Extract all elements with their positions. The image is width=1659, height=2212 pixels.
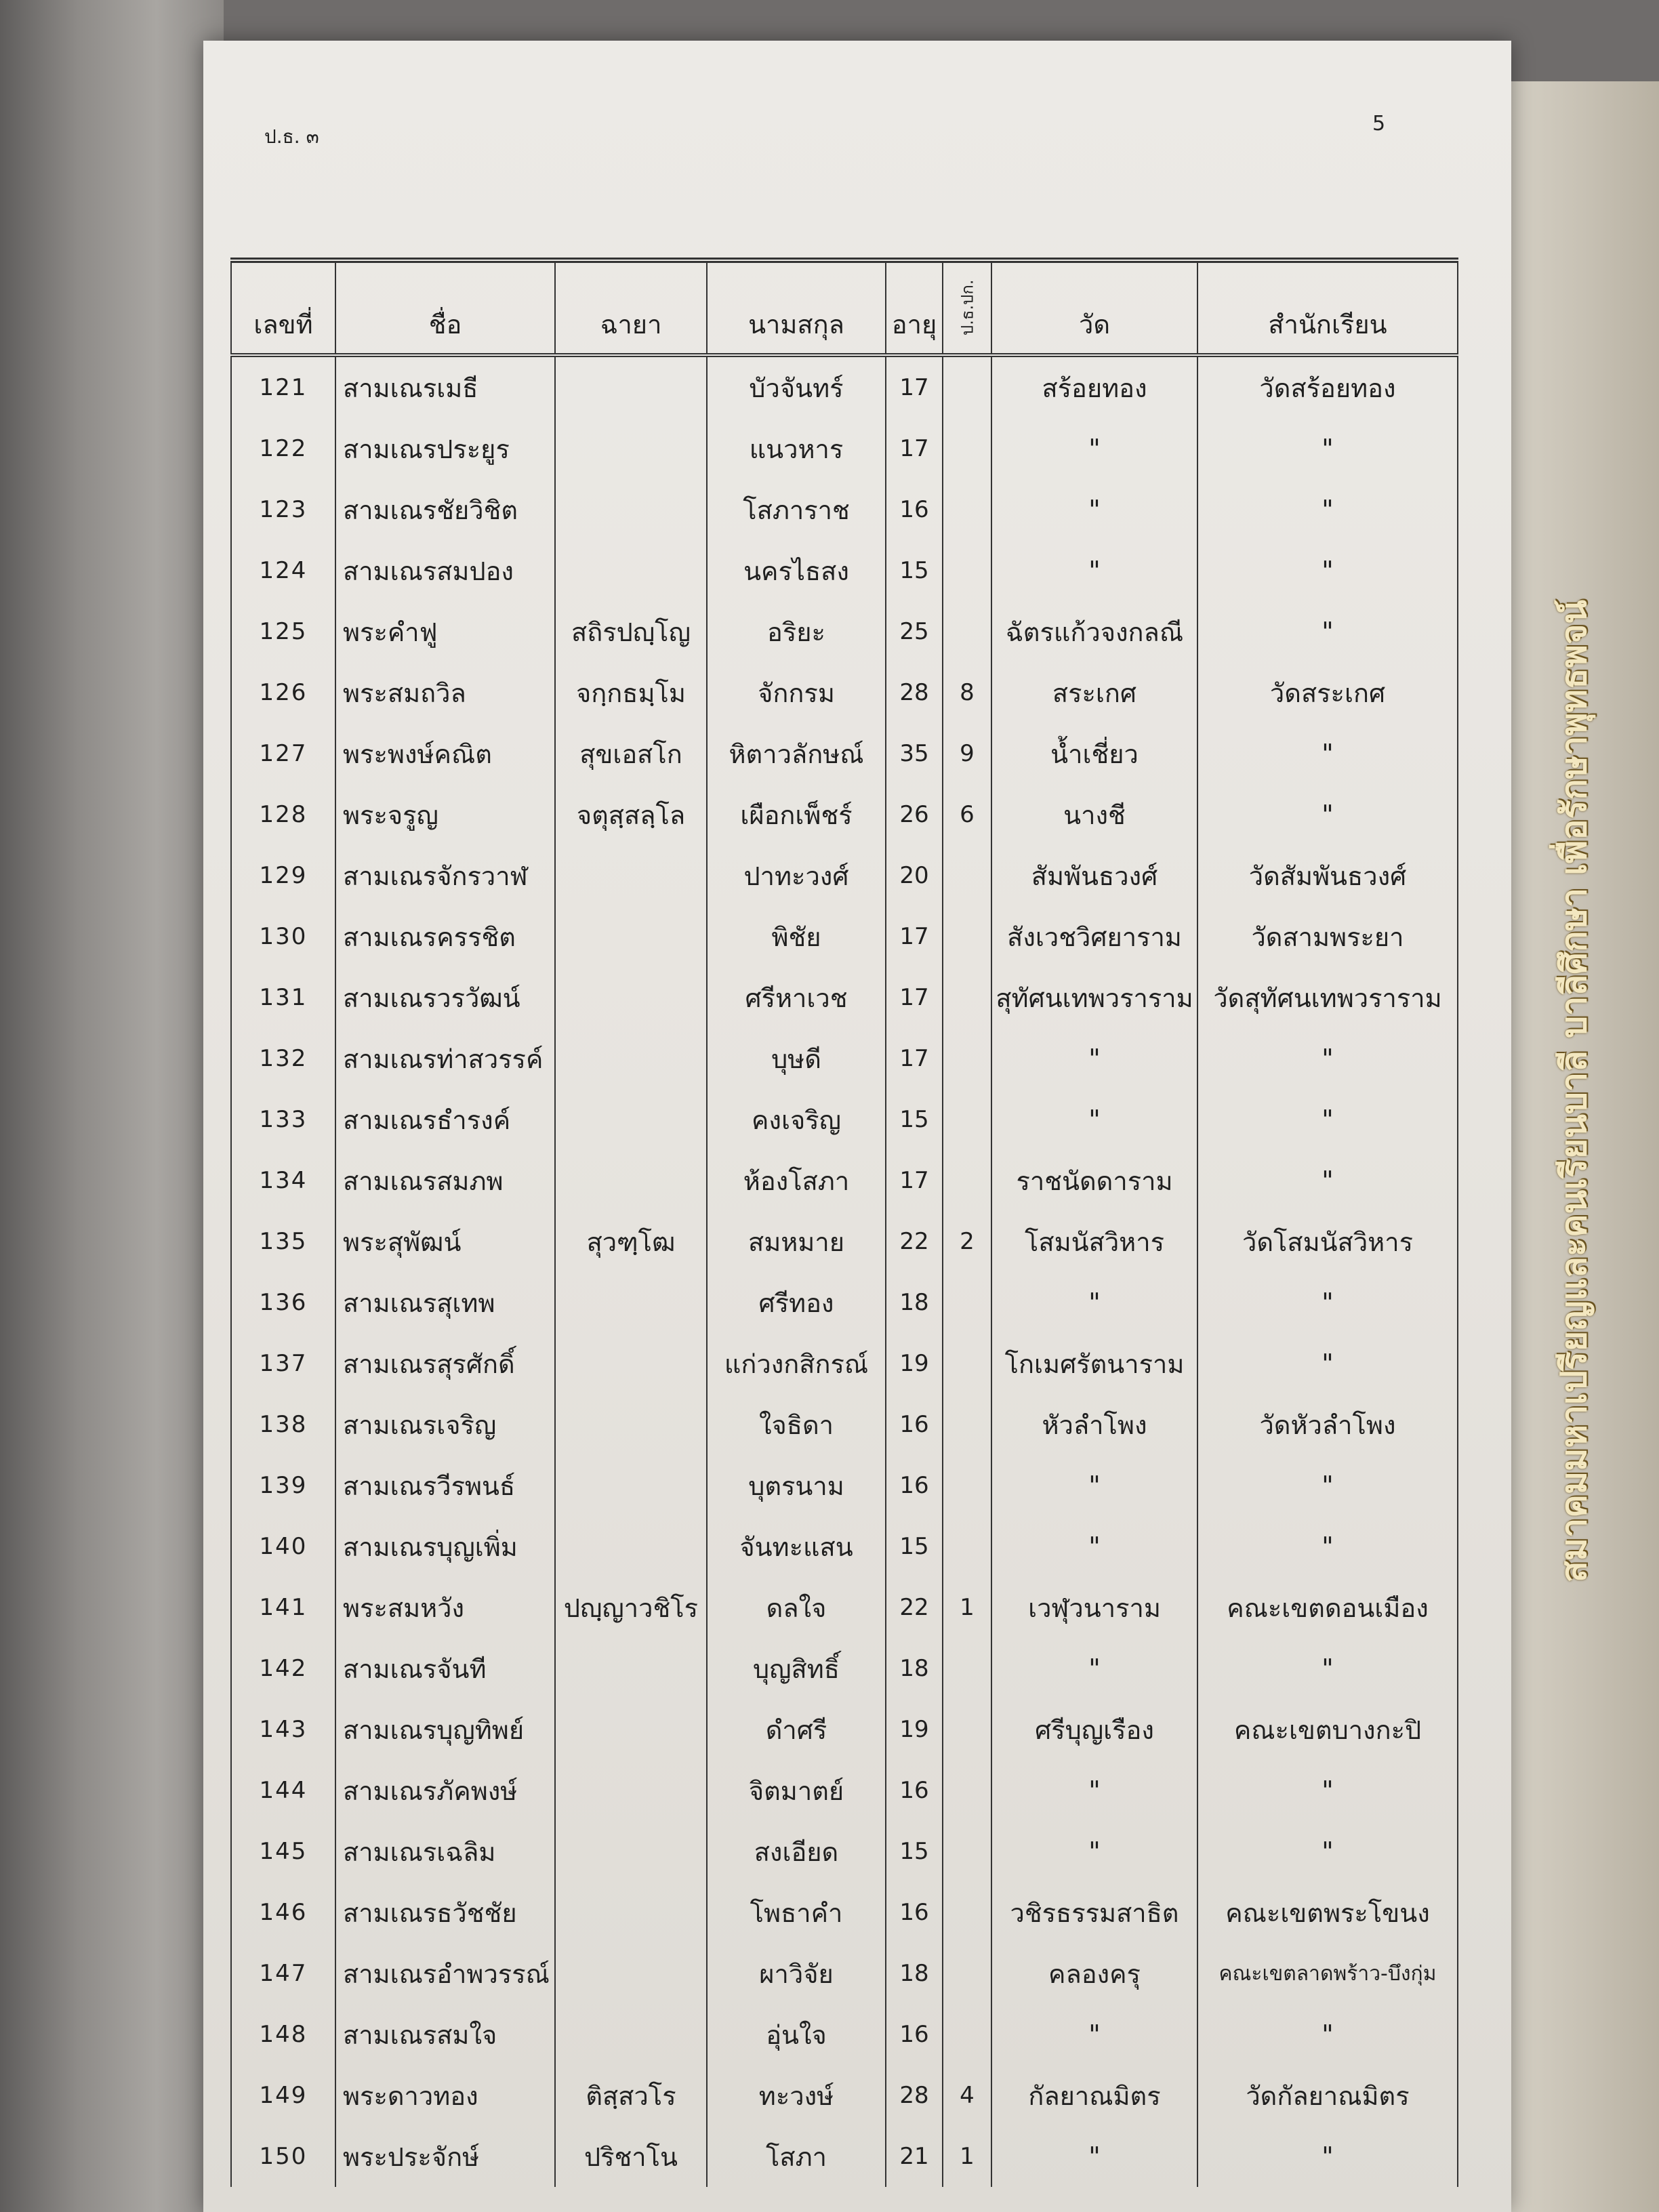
cell-name: พระสมถวิล: [335, 662, 555, 723]
cell-age: 28: [886, 2065, 943, 2126]
cell-name: สามเณรธำรงค์: [335, 1089, 555, 1150]
cell-age: 17: [886, 906, 943, 967]
cell-name: สามเณรภัคพงษ์: [335, 1760, 555, 1821]
cell-surname: อุ่นใจ: [707, 2004, 886, 2065]
cell-num: 144: [231, 1760, 335, 1821]
cell-wat: ฉัตรแก้วจงกลณี: [991, 601, 1197, 662]
cell-wat: โสมนัสวิหาร: [991, 1211, 1197, 1272]
cell-school: วัดสร้อยทอง: [1197, 355, 1458, 418]
cell-wat: สังเวชวิศยาราม: [991, 906, 1197, 967]
table-row: [231, 540, 1458, 601]
cell-surname: บุตรนาม: [707, 1455, 886, 1516]
results-table: [230, 258, 1458, 2187]
cell-age: 35: [886, 723, 943, 784]
cell-surname: โพธาคำ: [707, 1882, 886, 1943]
cell-school: ": [1197, 479, 1458, 540]
cell-num: 128: [231, 784, 335, 845]
cell-surname: แนวหาร: [707, 418, 886, 479]
cell-school: วัดสัมพันธวงศ์: [1197, 845, 1458, 906]
cell-title: [555, 2004, 707, 2065]
cell-num: 147: [231, 1943, 335, 2004]
cell-num: 134: [231, 1150, 335, 1211]
cell-grade: 4: [943, 2065, 991, 2126]
cell-grade: [943, 1943, 991, 2004]
table-row: [231, 1028, 1458, 1089]
cell-title: [555, 1394, 707, 1455]
cell-grade: [943, 418, 991, 479]
header-age: อายุ: [886, 260, 943, 355]
cell-school: คณะเขตบางกะปิ: [1197, 1699, 1458, 1760]
cell-school: คณะเขตดอนเมือง: [1197, 1577, 1458, 1638]
left-page-edge: [0, 0, 224, 2212]
table-row: [231, 1272, 1458, 1333]
cell-age: 16: [886, 1394, 943, 1455]
cell-grade: [943, 1699, 991, 1760]
cell-surname: ทะวงษ์: [707, 2065, 886, 2126]
cell-age: 20: [886, 845, 943, 906]
cell-grade: [943, 1394, 991, 1455]
cell-num: 139: [231, 1455, 335, 1516]
cell-surname: ศรีหาเวช: [707, 967, 886, 1028]
cell-name: สามเณรอำพวรรณ์: [335, 1943, 555, 2004]
cell-name: สามเณรจันที: [335, 1638, 555, 1699]
cell-title: สถิรปญฺโญ: [555, 601, 707, 662]
cell-num: 122: [231, 418, 335, 479]
cell-grade: 8: [943, 662, 991, 723]
cell-wat: คลองครุ: [991, 1943, 1197, 2004]
cell-age: 16: [886, 1882, 943, 1943]
cell-name: สามเณรครรชิต: [335, 906, 555, 967]
cell-grade: [943, 1516, 991, 1577]
cell-wat: ": [991, 1516, 1197, 1577]
cell-num: 133: [231, 1089, 335, 1150]
cell-surname: เผือกเพ็ชร์: [707, 784, 886, 845]
cell-age: 15: [886, 540, 943, 601]
cell-age: 17: [886, 1150, 943, 1211]
cell-surname: หิตาวลักษณ์: [707, 723, 886, 784]
cell-age: 16: [886, 1760, 943, 1821]
cell-school: ": [1197, 601, 1458, 662]
cell-num: 148: [231, 2004, 335, 2065]
cell-title: [555, 1943, 707, 2004]
cell-name: สามเณรบุญทิพย์: [335, 1699, 555, 1760]
cell-school: คณะเขตลาดพร้าว-บึงกุ่ม: [1197, 1943, 1458, 2004]
cell-wat: เวฬุวนาราม: [991, 1577, 1197, 1638]
cell-wat: วชิรธรรมสาธิต: [991, 1882, 1197, 1943]
table-row: [231, 1699, 1458, 1760]
cell-title: [555, 1638, 707, 1699]
cell-age: 26: [886, 784, 943, 845]
cell-title: [555, 418, 707, 479]
cell-age: 19: [886, 1333, 943, 1394]
cell-wat: ": [991, 1455, 1197, 1516]
cell-wat: หัวลำโพง: [991, 1394, 1197, 1455]
cell-title: สุวฑฺโฒ: [555, 1211, 707, 1272]
cell-age: 19: [886, 1699, 943, 1760]
cell-wat: ": [991, 1272, 1197, 1333]
cell-title: จตุสฺสลฺโล: [555, 784, 707, 845]
cell-name: สามเณรสมปอง: [335, 540, 555, 601]
cell-num: 125: [231, 601, 335, 662]
table-row: [231, 601, 1458, 662]
table-row: [231, 1882, 1458, 1943]
cell-school: ": [1197, 1638, 1458, 1699]
cell-wat: ": [991, 418, 1197, 479]
cell-grade: [943, 967, 991, 1028]
cell-num: 142: [231, 1638, 335, 1699]
cell-wat: ": [991, 540, 1197, 601]
cell-wat: ": [991, 1821, 1197, 1882]
cell-title: [555, 355, 707, 418]
cell-school: วัดโสมนัสวิหาร: [1197, 1211, 1458, 1272]
cell-surname: ดำศรี: [707, 1699, 886, 1760]
cell-surname: อริยะ: [707, 601, 886, 662]
table-row: [231, 662, 1458, 723]
cell-num: 127: [231, 723, 335, 784]
header-wat: วัด: [991, 260, 1197, 355]
watermark-text: สมาคมมหาเปรียญและคนเรียนบาลี บาลีศึกษา เพื่อรักษาพุทธพจน์: [1554, 600, 1595, 1582]
cell-age: 16: [886, 2004, 943, 2065]
table-row: [231, 2126, 1458, 2187]
cell-wat: กัลยาณมิตร: [991, 2065, 1197, 2126]
cell-surname: จักกรม: [707, 662, 886, 723]
cell-name: สามเณรท่าสวรรค์: [335, 1028, 555, 1089]
cell-school: ": [1197, 540, 1458, 601]
cell-title: สุขเอสโก: [555, 723, 707, 784]
cell-wat: นางชี: [991, 784, 1197, 845]
cell-name: สามเณรวรวัฒน์: [335, 967, 555, 1028]
cell-wat: ": [991, 1028, 1197, 1089]
cell-grade: [943, 540, 991, 601]
cell-wat: ราชนัดดาราม: [991, 1150, 1197, 1211]
cell-num: 135: [231, 1211, 335, 1272]
cell-name: สามเณรสุเทพ: [335, 1272, 555, 1333]
cell-name: พระดาวทอง: [335, 2065, 555, 2126]
cell-school: ": [1197, 1516, 1458, 1577]
cell-school: ": [1197, 784, 1458, 845]
cell-surname: สงเอียด: [707, 1821, 886, 1882]
cell-surname: พิชัย: [707, 906, 886, 967]
cell-num: 131: [231, 967, 335, 1028]
cell-grade: [943, 355, 991, 418]
cell-school: วัดสามพระยา: [1197, 906, 1458, 967]
cell-grade: 6: [943, 784, 991, 845]
cell-title: ปญฺญาวชิโร: [555, 1577, 707, 1638]
cell-school: ": [1197, 1089, 1458, 1150]
cell-num: 146: [231, 1882, 335, 1943]
cell-age: 18: [886, 1272, 943, 1333]
cell-title: [555, 1455, 707, 1516]
cell-num: 138: [231, 1394, 335, 1455]
table-row: [231, 418, 1458, 479]
table-row: [231, 1821, 1458, 1882]
header-surname: นามสกุล: [707, 260, 886, 355]
cell-name: พระประจักษ์: [335, 2126, 555, 2187]
cell-school: วัดสระเกศ: [1197, 662, 1458, 723]
cell-grade: [943, 479, 991, 540]
cell-age: 17: [886, 418, 943, 479]
cell-wat: สุทัศนเทพวราราม: [991, 967, 1197, 1028]
header-left-label: ป.ธ. ๓: [264, 125, 319, 148]
cell-title: [555, 1272, 707, 1333]
cell-name: สามเณรเจริญ: [335, 1394, 555, 1455]
table-row: [231, 784, 1458, 845]
cell-num: 150: [231, 2126, 335, 2187]
cell-age: 25: [886, 601, 943, 662]
cell-title: [555, 1821, 707, 1882]
cell-surname: สมหมาย: [707, 1211, 886, 1272]
table-row: [231, 2004, 1458, 2065]
cell-surname: บุญสิทธิ์: [707, 1638, 886, 1699]
cell-name: สามเณรจักรวาฬ: [335, 845, 555, 906]
cell-surname: จันทะแสน: [707, 1516, 886, 1577]
cell-age: 17: [886, 355, 943, 418]
table-row: [231, 2065, 1458, 2126]
cell-school: ": [1197, 1760, 1458, 1821]
cell-wat: ": [991, 1760, 1197, 1821]
cell-num: 141: [231, 1577, 335, 1638]
header-num: เลขที่: [231, 260, 335, 355]
cell-surname: แก่วงกสิกรณ์: [707, 1333, 886, 1394]
table-row: [231, 479, 1458, 540]
cell-title: [555, 1333, 707, 1394]
cell-grade: [943, 1150, 991, 1211]
cell-name: พระจรูญ: [335, 784, 555, 845]
cell-wat: ": [991, 479, 1197, 540]
cell-num: 130: [231, 906, 335, 967]
cell-title: [555, 1760, 707, 1821]
cell-name: สามเณรเมธี: [335, 355, 555, 418]
cell-wat: ": [991, 1089, 1197, 1150]
cell-surname: จิตมาตย์: [707, 1760, 886, 1821]
cell-surname: ผาวิจัย: [707, 1943, 886, 2004]
cell-grade: [943, 1333, 991, 1394]
cell-school: ": [1197, 2004, 1458, 2065]
cell-age: 22: [886, 1577, 943, 1638]
header-school: สำนักเรียน: [1197, 260, 1458, 355]
header-name: ชื่อ: [335, 260, 555, 355]
table-row: [231, 1455, 1458, 1516]
cell-surname: บัวจันทร์: [707, 355, 886, 418]
cell-title: ปริชาโน: [555, 2126, 707, 2187]
cell-school: ": [1197, 1028, 1458, 1089]
cell-age: 16: [886, 479, 943, 540]
cell-grade: [943, 2004, 991, 2065]
cell-school: วัดกัลยาณมิตร: [1197, 2065, 1458, 2126]
cell-num: 126: [231, 662, 335, 723]
cell-age: 16: [886, 1455, 943, 1516]
cell-age: 17: [886, 967, 943, 1028]
cell-name: พระพงษ์คณิต: [335, 723, 555, 784]
cell-num: 121: [231, 355, 335, 418]
cell-grade: [943, 1089, 991, 1150]
cell-title: [555, 906, 707, 967]
cell-title: [555, 540, 707, 601]
cell-grade: 1: [943, 1577, 991, 1638]
cell-title: ติสฺสวโร: [555, 2065, 707, 2126]
cell-wat: ": [991, 1638, 1197, 1699]
table-row: [231, 1516, 1458, 1577]
cell-age: 15: [886, 1821, 943, 1882]
cell-name: สามเณรสุรศักดิ์: [335, 1333, 555, 1394]
cell-wat: น้ำเชี่ยว: [991, 723, 1197, 784]
cell-age: 17: [886, 1028, 943, 1089]
cell-grade: 1: [943, 2126, 991, 2187]
cell-age: 21: [886, 2126, 943, 2187]
cell-name: สามเณรธวัชชัย: [335, 1882, 555, 1943]
cell-surname: ศรีทอง: [707, 1272, 886, 1333]
cell-name: พระสมหวัง: [335, 1577, 555, 1638]
cell-grade: 9: [943, 723, 991, 784]
table-row: [231, 845, 1458, 906]
cell-num: 132: [231, 1028, 335, 1089]
cell-grade: [943, 906, 991, 967]
cell-name: สามเณรวีรพนธ์: [335, 1455, 555, 1516]
cell-title: [555, 1089, 707, 1150]
cell-surname: บุษดี: [707, 1028, 886, 1089]
cell-surname: ปาทะวงศ์: [707, 845, 886, 906]
cell-school: ": [1197, 1333, 1458, 1394]
cell-school: ": [1197, 1455, 1458, 1516]
table-row: [231, 1394, 1458, 1455]
cell-wat: โกเมศรัตนาราม: [991, 1333, 1197, 1394]
cell-num: 137: [231, 1333, 335, 1394]
cell-school: ": [1197, 1150, 1458, 1211]
cell-num: 140: [231, 1516, 335, 1577]
cell-name: สามเณรเฉลิม: [335, 1821, 555, 1882]
cell-school: ": [1197, 723, 1458, 784]
cell-title: [555, 967, 707, 1028]
cell-num: 149: [231, 2065, 335, 2126]
cell-school: ": [1197, 418, 1458, 479]
cell-surname: โสภาราช: [707, 479, 886, 540]
table-header-row: [231, 260, 1458, 355]
cell-surname: ห้องโสภา: [707, 1150, 886, 1211]
cell-wat: ": [991, 2004, 1197, 2065]
table-body: [231, 355, 1458, 2187]
cell-grade: [943, 1028, 991, 1089]
cell-age: 22: [886, 1211, 943, 1272]
cell-age: 15: [886, 1089, 943, 1150]
cell-title: [555, 845, 707, 906]
cell-num: 136: [231, 1272, 335, 1333]
table-row: [231, 355, 1458, 418]
cell-school: วัดสุทัศนเทพวราราม: [1197, 967, 1458, 1028]
cell-name: สามเณรประยูร: [335, 418, 555, 479]
table-row: [231, 1211, 1458, 1272]
cell-surname: นครไธสง: [707, 540, 886, 601]
cell-grade: [943, 1821, 991, 1882]
cell-grade: [943, 845, 991, 906]
cell-name: สามเณรบุญเพิ่ม: [335, 1516, 555, 1577]
cell-age: 18: [886, 1943, 943, 2004]
cell-wat: ศรีบุญเรือง: [991, 1699, 1197, 1760]
cell-surname: โสภา: [707, 2126, 886, 2187]
cell-school: ": [1197, 1821, 1458, 1882]
cell-title: [555, 1699, 707, 1760]
table-row: [231, 906, 1458, 967]
page-number: 5: [1372, 112, 1386, 136]
table-row: [231, 1760, 1458, 1821]
cell-school: คณะเขตพระโขนง: [1197, 1882, 1458, 1943]
results-table-container: [230, 258, 1442, 2187]
cell-surname: ดลใจ: [707, 1577, 886, 1638]
cell-grade: [943, 1882, 991, 1943]
header-grade: ป.ธ.ปก.: [943, 260, 991, 355]
table-row: [231, 1150, 1458, 1211]
table-row: [231, 723, 1458, 784]
cell-num: 123: [231, 479, 335, 540]
cell-age: 18: [886, 1638, 943, 1699]
table-row: [231, 1638, 1458, 1699]
cell-name: สามเณรสมภพ: [335, 1150, 555, 1211]
cell-school: ": [1197, 2126, 1458, 2187]
cell-grade: [943, 1455, 991, 1516]
cell-surname: ใจธิดา: [707, 1394, 886, 1455]
cell-name: สามเณรสมใจ: [335, 2004, 555, 2065]
cell-grade: [943, 601, 991, 662]
cell-name: พระคำฟู: [335, 601, 555, 662]
cell-num: 124: [231, 540, 335, 601]
cell-title: [555, 479, 707, 540]
table-row: [231, 1577, 1458, 1638]
cell-grade: [943, 1272, 991, 1333]
cell-wat: สระเกศ: [991, 662, 1197, 723]
cell-surname: คงเจริญ: [707, 1089, 886, 1150]
cell-age: 28: [886, 662, 943, 723]
table-row: [231, 1333, 1458, 1394]
cell-num: 143: [231, 1699, 335, 1760]
cell-name: พระสุพัฒน์: [335, 1211, 555, 1272]
cell-num: 129: [231, 845, 335, 906]
table-row: [231, 1089, 1458, 1150]
cell-title: [555, 1516, 707, 1577]
table-row: [231, 967, 1458, 1028]
cell-school: ": [1197, 1272, 1458, 1333]
cell-grade: 2: [943, 1211, 991, 1272]
cell-wat: สร้อยทอง: [991, 355, 1197, 418]
cell-grade: [943, 1638, 991, 1699]
cell-age: 15: [886, 1516, 943, 1577]
cell-wat: ": [991, 2126, 1197, 2187]
table-row: [231, 1943, 1458, 2004]
cell-title: [555, 1882, 707, 1943]
cell-num: 145: [231, 1821, 335, 1882]
cell-title: [555, 1150, 707, 1211]
cell-name: สามเณรชัยวิชิต: [335, 479, 555, 540]
header-title: ฉายา: [555, 260, 707, 355]
cell-title: จกฺกธมฺโม: [555, 662, 707, 723]
cell-title: [555, 1028, 707, 1089]
cell-school: วัดหัวลำโพง: [1197, 1394, 1458, 1455]
cell-wat: สัมพันธวงศ์: [991, 845, 1197, 906]
cell-grade: [943, 1760, 991, 1821]
